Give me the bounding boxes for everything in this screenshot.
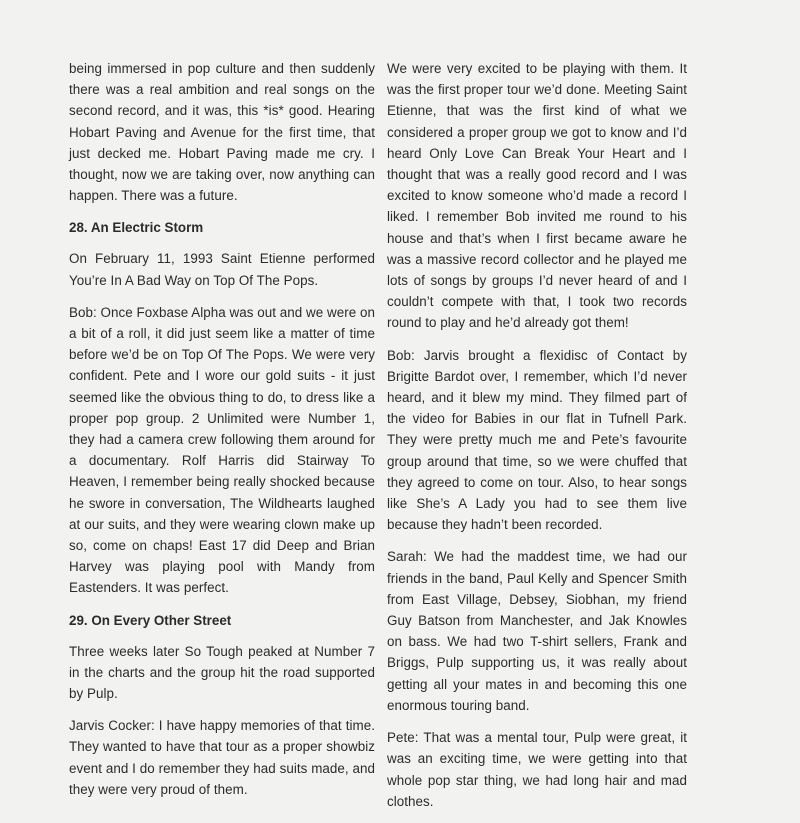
paragraph: Pete: That was a mental tour, Pulp were great, it was an exciting time, we were getting into that whole pop star thing, we had long hair and mad clothes. xyxy=(387,730,687,809)
paragraph: We were very excited to be playing with them. It was the first proper tour we’d done. Meeting Saint Etienne, that was the first kind of what we considered a proper group we got to know and I’d heard Only Love Can Break Your Heart and I thought that was a really good record and I was excited to know someone who’d made a record I liked. I remember Bob invited me round to his house and that’s when I first became aware he was a massive record collector and he played me lots of songs by groups I’d never heard of and I couldn’t compete with that, I took two records round to play and he’d already got them! xyxy=(387,61,687,331)
paragraph: Sarah: We had the maddest time, we had our friends in the band, Paul Kelly and Spencer Smith from East Village, Debsey, Siobhan, my friend Guy Batson from Manchester, and Jak Knowles on bass. We had two T-shirt sellers, Frank and Briggs, Pulp supporting us, it was really about getting all your mates in and becoming this one enormous touring band. xyxy=(387,549,687,713)
paragraph: Bob: Jarvis brought a flexidisc of Contact by Brigitte Bardot over, I remember, which I’d never heard, and it blew my mind. They filmed part of the video for Babies in our flat in Tufnell Park. They were pretty much me and Pete’s favourite group around that time, so we were chuffed that they agreed to come on tour. Also, to hear songs like She’s A Lady you had to see them live because they hadn’t been recorded. xyxy=(387,347,687,533)
paragraph: On February 11, 1993 Saint Etienne performed You’re In A Bad Way on Top Of The Pops. xyxy=(69,251,375,288)
left-column xyxy=(69,58,375,811)
paragraph: Three weeks later So Tough peaked at Number 7 in the charts and the group hit the road supported by Pulp. xyxy=(69,643,375,702)
section-heading: 28. An Electric Storm xyxy=(69,220,204,236)
section-heading: 29. On Every Other Street xyxy=(69,612,232,628)
right-column xyxy=(387,58,687,823)
paragraph: Bob: Once Foxbase Alpha was out and we were on a bit of a roll, it did just seem like a matter of time before we’d be on Top Of The Pops. We were very confident. Pete and I wore our gold suits - it just seemed like the obvious thing to do, to dress like a proper pop group. 2 Unlimited were Number 1, they had a camera crew following them around for a documentary. Rolf Harris did Stairway To Heaven, I remember being really shocked because he swore in conversation, The Wildhearts laughed at our suits, and they were wearing clown make up so, come on chaps! East 17 did Deep and Brian Harvey was playing pool with Mandy from Eastenders. It was perfect. xyxy=(69,304,376,596)
paragraph: Jarvis Cocker: I have happy memories of that time. They wanted to have that tour as a proper showbiz event and I do remember they had suits made, and they were very proud of them. xyxy=(69,718,375,797)
paragraph: being immersed in pop culture and then suddenly there was a real ambition and real songs on the second record, and it was, this *is* good. Hearing Hobart Paving and Avenue for the first time, that just decked me. Hobart Paving made me cry. I thought, now we are taking over, now anything can happen. There was a future. xyxy=(69,61,375,204)
